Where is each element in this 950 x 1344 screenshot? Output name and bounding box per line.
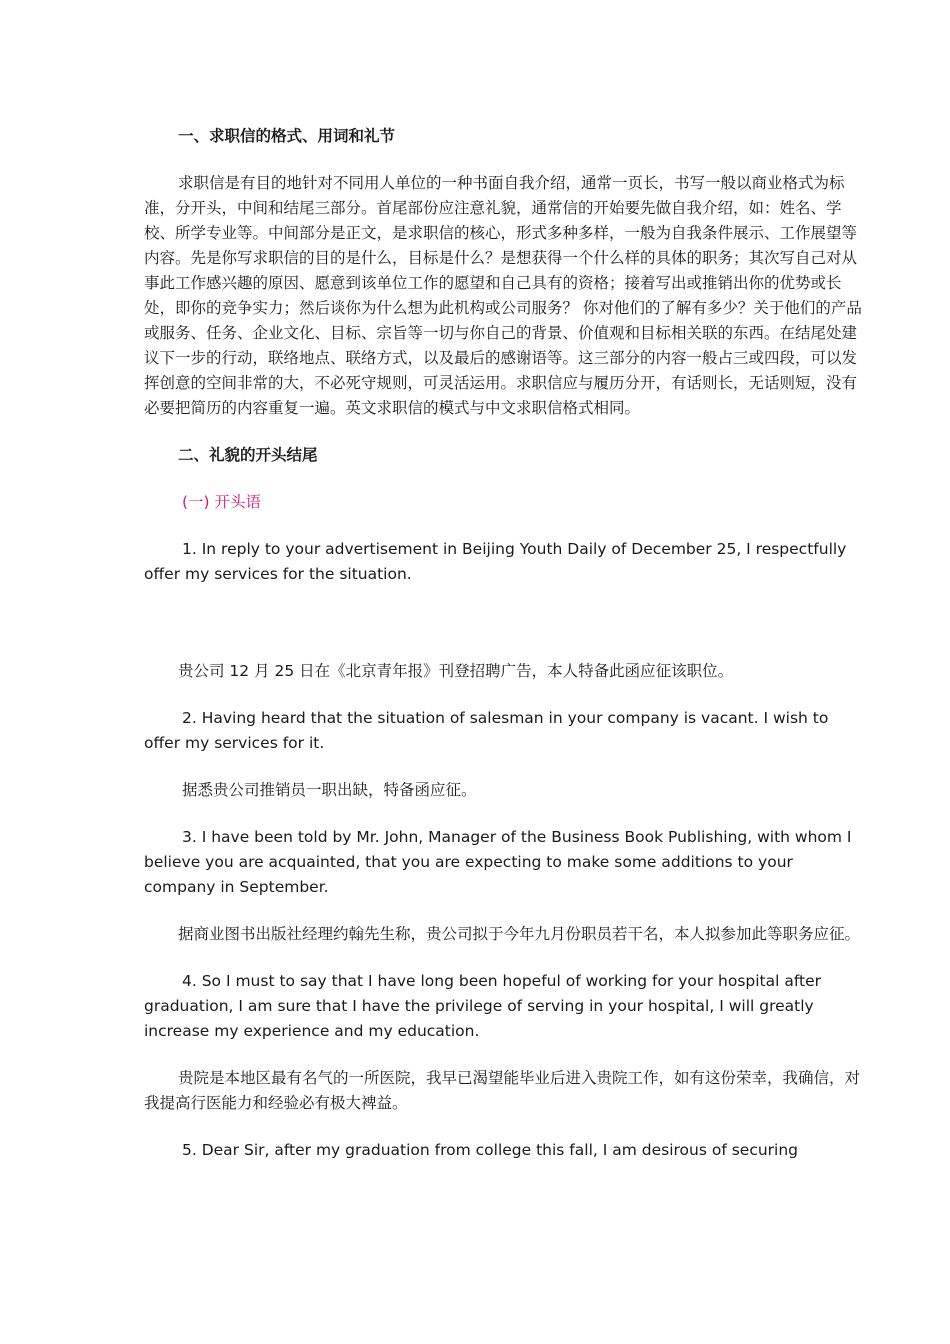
example-4-english: 4. So I must to say that I have long been hopeful of working for your hospital after graduation, I am sure that I have the privilege of serving in your hospital, I will greatly increase my experience and my education. [144, 972, 822, 1040]
document-content [144, 124, 862, 1185]
section-heading-format: 一、求职信的格式、用词和礼节 [178, 127, 396, 145]
example-1-english: 1. In reply to your advertisement in Beijing Youth Daily of December 25, I respectfully offer my services for the situation. [144, 540, 847, 583]
example-5-english: 5. Dear Sir, after my graduation from college this fall, I am desirous of securing [182, 1141, 799, 1159]
section-heading-courtesy: 二、礼貌的开头结尾 [178, 446, 318, 464]
example-2-english: 2. Having heard that the situation of salesman in your company is vacant. I wish to offer my services for it. [144, 709, 829, 752]
example-3-chinese: 据商业图书出版社经理约翰先生称，贵公司拟于今年九月份职员若干名，本人拟参加此等职务应征。 [178, 925, 861, 943]
example-4-chinese: 贵院是本地区最有名气的一所医院，我早已渴望能毕业后进入贵院工作，如有这份荣幸，我确信，对我提高行医能力和经验必有极大裨益。 [144, 1069, 861, 1112]
example-2-chinese: 据悉贵公司推销员一职出缺，特备函应征。 [182, 781, 477, 799]
example-3-english: 3. I have been told by Mr. John, Manager of the Business Book Publishing, with whom I believe you are acquainted, that you are expecting to make some additions to your company in September. [144, 828, 852, 896]
subsection-heading-opening: (一) 开头语 [182, 493, 262, 511]
section-body-paragraph: 求职信是有目的地针对不同用人单位的一种书面自我介绍，通常一页长，书写一般以商业格式为标准，分开头，中间和结尾三部分。首尾部份应注意礼貌，通常信的开始要先做自我介绍，如：姓名、学校、所学专业等。中间部分是正文，是求职信的核心，形式多种多样，一般为自我条件展示、工作展望等内容。先是你写求职信的目的是什么，目标是什么？是想获得一个什么样的具体的职务；其次写自己对从事此工作感兴趣的原因、愿意到该单位工作的愿望和自己具有的资格；接着写出或推销出你的优势或长处，即你的竞争实力；然后谈你为什么想为此机构或公司服务？ 你对他们的了解有多少？关于他们的产品或服务、任务、企业文化、目标、宗旨等一切与你自己的背景、价值观和目标相关联的东西。在结尾处建议下一步的行动，联络地点、联络方式，以及最后的感谢语等。这三部分的内容一般占三或四段，可以发挥创意的空间非常的大，不必死守规则，可灵活运用。求职信应与履历分开，有话则长，无话则短，没有必要把简历的内容重复一遍。英文求职信的模式与中文求职信格式相同。 [144, 174, 862, 417]
example-1-chinese: 贵公司 12 月 25 日在《北京青年报》刊登招聘广告，本人特备此函应征该职位。 [178, 662, 734, 680]
